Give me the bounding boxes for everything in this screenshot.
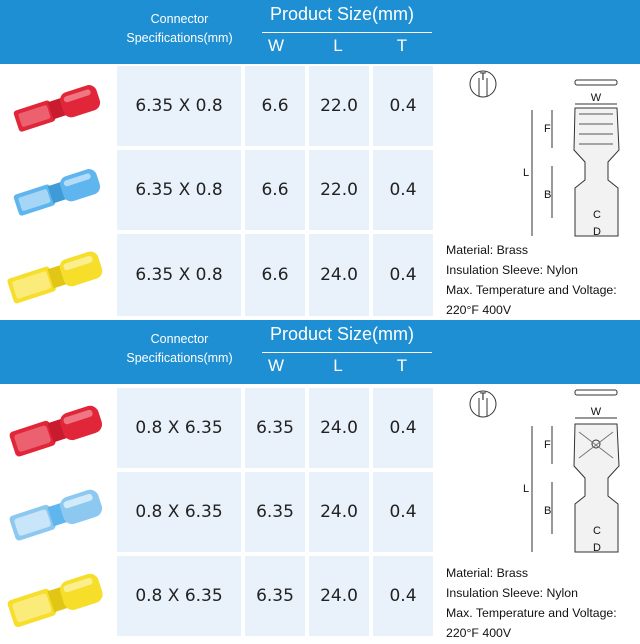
table-cell-w: 6.6 (245, 150, 305, 230)
temp-voltage-value: 220°F 400V (446, 626, 512, 640)
temp-voltage-label: Max. Temperature and Voltage: (446, 283, 617, 297)
table-cell-spec: 0.8 X 6.35 (117, 556, 241, 636)
diagram-label-b: B (544, 505, 552, 517)
table-cell-t: 0.4 (373, 234, 433, 316)
table-cell-w: 6.6 (245, 66, 305, 146)
col-l-header: L (333, 356, 343, 375)
header-divider (262, 352, 432, 353)
header-divider (262, 32, 432, 33)
spec-info (446, 240, 617, 320)
table-cell-t: 0.4 (373, 150, 433, 230)
sleeve-text: Insulation Sleeve: Nylon (446, 263, 578, 277)
table-cell-spec: 6.35 X 0.8 (117, 150, 241, 230)
table-cell-l: 24.0 (309, 472, 369, 552)
dimension-diagram (448, 388, 640, 554)
yellow-connector-image (0, 556, 112, 640)
table-cell-l: 24.0 (309, 388, 369, 468)
material-text: Material: Brass (446, 243, 529, 257)
table-cell-l: 22.0 (309, 150, 369, 230)
diagram-label-t: T (479, 71, 487, 83)
table-cell-spec: 0.8 X 6.35 (117, 388, 241, 468)
material-text: Material: Brass (446, 566, 529, 580)
blue-connector-image (0, 472, 112, 556)
col-l-header: L (333, 36, 343, 55)
table-cell-w: 6.35 (245, 556, 305, 636)
table-header (0, 0, 640, 64)
col-t-header: T (396, 36, 408, 55)
diagram-label-c: C (593, 525, 601, 537)
product-size-header: Product Size(mm) (269, 324, 415, 344)
blue-connector-image (0, 150, 112, 234)
yellow-connector-image (0, 234, 112, 318)
section-2 (0, 320, 640, 640)
table-cell-t: 0.4 (373, 66, 433, 146)
red-connector-image (0, 388, 112, 472)
diagram-label-b: B (544, 189, 552, 201)
product-size-header: Product Size(mm) (269, 4, 415, 24)
connector-spec-header: Connector Specifications(mm) (126, 12, 233, 45)
col-t-header: T (396, 356, 408, 375)
table-cell-t: 0.4 (373, 472, 433, 552)
table-cell-l: 24.0 (309, 234, 369, 316)
diagram-label-t: T (479, 391, 487, 403)
diagram-label-w: W (590, 92, 602, 104)
diagram-label-w: W (590, 406, 602, 418)
diagram-label-f: F (544, 123, 551, 135)
table-cell-spec: 0.8 X 6.35 (117, 472, 241, 552)
diagram-label-l: L (523, 483, 530, 495)
col-w-header: W (267, 36, 285, 55)
temp-voltage-value: 220°F 400V (446, 303, 512, 317)
table-cell-t: 0.4 (373, 556, 433, 636)
table-cell-w: 6.35 (245, 472, 305, 552)
dimension-diagram (448, 68, 640, 238)
diagram-label-l: L (523, 167, 530, 179)
connector-spec-header: Connector Specifications(mm) (126, 332, 233, 365)
section-1 (0, 0, 640, 320)
table-cell-t: 0.4 (373, 388, 433, 468)
diagram-label-d: D (593, 542, 601, 554)
diagram-label-f: F (544, 439, 551, 451)
diagram-label-c: C (593, 209, 601, 221)
table-cell-l: 24.0 (309, 556, 369, 636)
table-cell-w: 6.6 (245, 234, 305, 316)
diagram-label-d: D (593, 226, 601, 238)
col-w-header: W (267, 356, 285, 375)
table-cell-spec: 6.35 X 0.8 (117, 66, 241, 146)
table-header (0, 320, 640, 384)
table-cell-spec: 6.35 X 0.8 (117, 234, 241, 316)
sleeve-text: Insulation Sleeve: Nylon (446, 586, 578, 600)
red-connector-image (0, 66, 112, 150)
spec-info (446, 563, 617, 643)
table-cell-w: 6.35 (245, 388, 305, 468)
temp-voltage-label: Max. Temperature and Voltage: (446, 606, 617, 620)
table-cell-l: 22.0 (309, 66, 369, 146)
